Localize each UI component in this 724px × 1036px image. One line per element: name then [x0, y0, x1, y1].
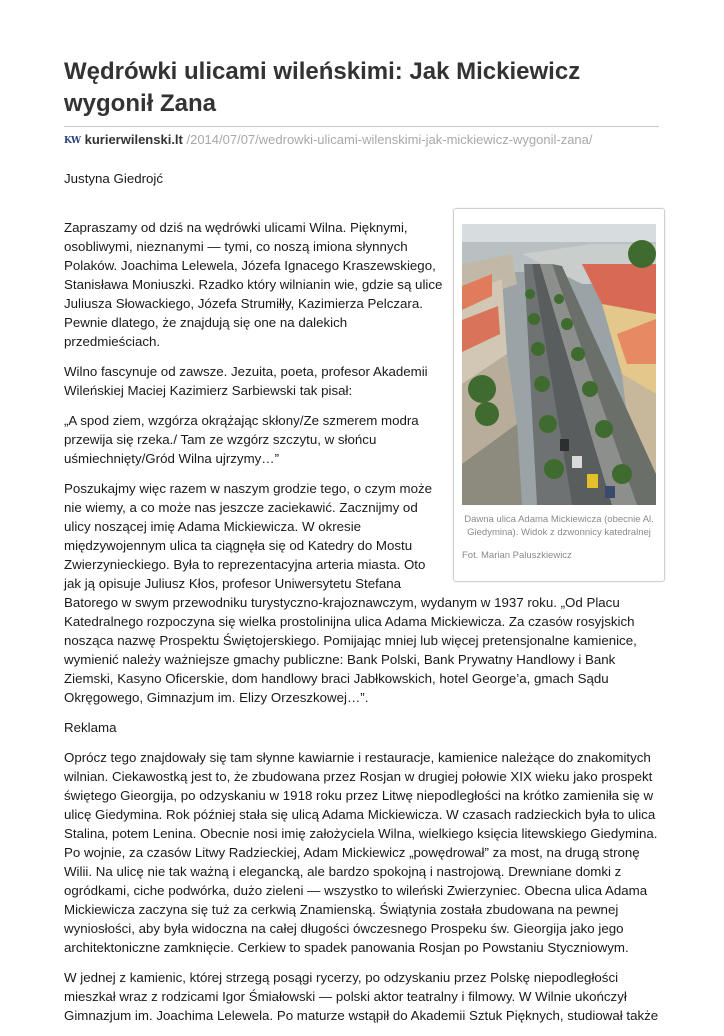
paragraph: W jednej z kamienic, której strzegą posągi rycerzy, po odzyskaniu przez Polskę niepodległości mieszkał wraz z rodzicami Igor Śmiałowski — polski aktor teatralny i filmowy. W Wilnie ukończył Gimnazjum im. Joachima Lelewela. Po maturze wstąpił do Akademii Sztuk Pięknych, studiował także [64, 970, 659, 1023]
figure-credit: Fot. Marian Paluszkiewicz [462, 550, 572, 561]
street-photo [462, 224, 656, 505]
source-domain-link[interactable]: kurierwilenski.lt [84, 132, 183, 147]
paragraph: Zapraszamy od dziś na wędrówki ulicami Wilna. Pięknymi, osobliwymi, nieznanymi — tymi, co noszą imiona słynnych Polaków. Joachima Lelewela, Józefa Ignacego Kraszewskiego, Stanisława Moniuszki. Rzadko który wilnianin wie, gdzie są ulice Juliusza Słowackiego, Józefa Strumiłły, Kazimierza Pelczara. Pewnie dlatego, że znajdują się one na dalekich przedmieściach. [64, 220, 443, 349]
article-figure [453, 208, 665, 582]
paragraph: Poszukajmy więc razem w naszym grodzie tego, o czym może nie wiemy, a co może nas jeszcze zaciekawić. Zacznijmy od ulicy noszącej imię Adama Mickiewicza. W okresie międzywojennym ulica ta ciągnęła się od Katedry do Mostu Zwierzynieckiego. Była to reprezentacyjna arteria miasta. Oto jak ją opisuje Juliusz Kłos, profesor Uniwersytetu Stefana Batorego w swym przewodniku turystyczno-krajoznawczym, wydanym w 1937 roku. „Od Placu Katedralnego rozpoczyna się wielka prostolinijna ulica Adama Mickiewicza. Za czasów rosyjskich nosząca nazwę Prospektu Świętojerskiego. Pomijając mniej lub więcej pretensjonalne kamienice, wymienić należy ważniejsze gmachy publiczne: Bank Polski, Bank Prywatny Handlowy i Bank Ziemski, Kasyno Oficerskie, dom handlowy braci Jabłkowskich, hotel George’a, gmach Sądu Okręgowego, Gimnazjum im. Elizy Orzeszkowej…”. [64, 481, 637, 705]
paragraph: „A spod ziem, wzgórza okrążając skłony/Ze szmerem modra przewija się rzeka./ Tam ze wzgórz szczytu, w słońcu uśmiechnięty/Gród Wilna ujrzymy…” [64, 413, 419, 466]
article-title: Wędrówki ulicami wileńskimi: Jak Mickiewicz wygonił Zana [64, 58, 581, 117]
paragraph: Wilno fascynuje od zawsze. Jezuita, poeta, profesor Akademii Wileńskiej Maciej Kazimierz Sarbiewski tak pisał: [64, 364, 428, 398]
figure-caption: Dawna ulica Adama Mickiewicza (obecnie Al. Giedymina). Widok z dzwonnicy katedralnej [464, 514, 654, 538]
paragraph: Oprócz tego znajdowały się tam słynne kawiarnie i restauracje, kamienice należące do znakomitych wilnian. Ciekawostką jest to, że zbudowana przez Rosjan w drugiej połowie XIX wieku jako prospekt świętego Gieorgija, po odzyskaniu w 1918 roku przez Litwę niepodległości na krótko zamieniła się w ulicę Giedymina. Rok później stała się ulicą Adama Mickiewicza. W czasach radzieckich była to ulica Stalina, potem Lenina. Obecnie nosi imię założyciela Wilna, wielkiego księcia litewskiego Giedymina. Po wojnie, za czasów Litwy Radzieckiej, Adam Mickiewicz „powędrował” za most, na drugą stronę Wilii. Na ulicę nie tak ważną i elegancką, ale bardzo spokojną i nastrojową. Drewniane domki z ogródkami, ciche podwórka, dużo zieleni — wszystko to wileński Zwierzyniec. Obecna ulica Adama Mickiewicza zaczyna się tuż za cerkwią Znamienską. Świątynia została zbudowana na pewnej wyniosłości, aby była widoczna na całej długości ówczesnego Prospeku św. Gieorgija jako jego architektoniczne zamknięcie. Cerkiew to spadek panowania Rosjan po Powstaniu Styczniowym. [64, 750, 658, 955]
source-logo: KW [64, 136, 81, 146]
ad-label: Reklama [64, 720, 117, 735]
source-line [64, 131, 593, 150]
article-author: Justyna Giedrojć [64, 171, 164, 186]
article-body [64, 218, 659, 1036]
title-divider [64, 126, 659, 127]
source-path[interactable]: /2014/07/07/wedrowki-ulicami-wilenskimi-jak-mickiewicz-wygonil-zana/ [182, 132, 593, 147]
